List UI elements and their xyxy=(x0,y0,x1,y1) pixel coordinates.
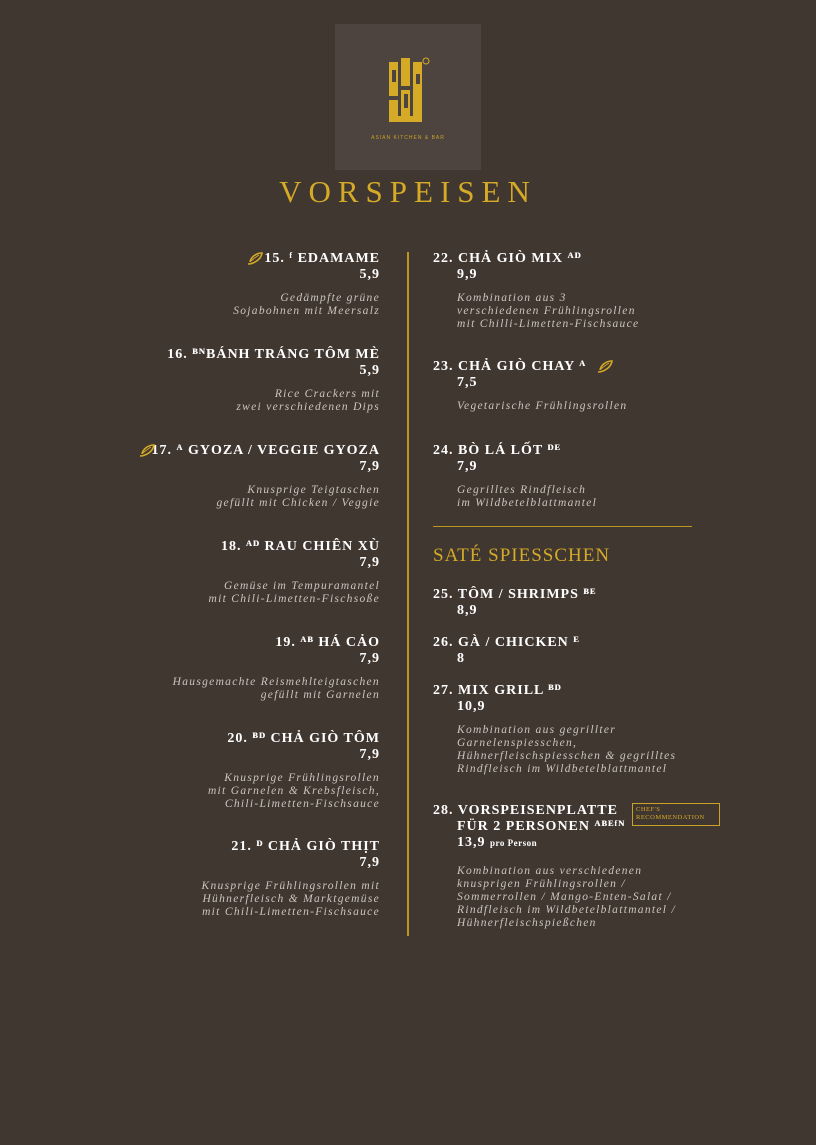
item-description: Knusprige Teigtaschen gefüllt mit Chicken / Veggie xyxy=(216,484,380,509)
item-price: 7,9 xyxy=(359,651,380,666)
item-name: 18. ᴬᴰ RAU CHIÊN XÙ xyxy=(221,539,380,554)
menu-item-19 xyxy=(173,635,380,702)
item-name: 17. ᴬ GYOZA / VEGGIE GYOZA xyxy=(151,443,380,458)
item-price: 7,9 xyxy=(457,459,478,474)
item-price: 7,9 xyxy=(359,855,380,870)
item-name-line2: FÜR 2 PERSONEN ᴬᴮᴱᶠᴺ xyxy=(457,819,626,834)
item-price: 7,9 xyxy=(359,555,380,570)
item-description: Knusprige Frühlingsrollen mit Garnelen & Krebsfleisch, Chili-Limetten-Fischsauce xyxy=(207,772,380,810)
menu-item-22 xyxy=(433,251,639,331)
item-description: Kombination aus 3 verschiedenen Frühlingsrollen mit Chilli-Limetten-Fischsauce xyxy=(457,292,640,330)
item-price-value: 13,9 xyxy=(457,835,486,850)
item-description: Gemüse im Tempuramantel mit Chili-Limetten-Fischsoße xyxy=(208,580,380,605)
menu-item-21 xyxy=(202,839,380,919)
logo-icon xyxy=(387,56,431,126)
item-name: 22. CHẢ GIÒ MIX ᴬᴰ xyxy=(433,251,582,266)
section-divider xyxy=(433,526,692,527)
leaf-icon xyxy=(247,251,264,266)
item-description: Gegrilltes Rindfleisch im Wildbetelblattmantel xyxy=(457,484,598,509)
menu-item-26 xyxy=(433,635,580,667)
item-name: 19. ᴬᴮ HÁ CẢO xyxy=(275,635,380,650)
item-name: 23. CHẢ GIÒ CHAY ᴬ xyxy=(433,359,587,374)
item-description: Rice Crackers mit zwei verschiedenen Dips xyxy=(236,388,380,413)
item-name: 24. BÒ LÁ LỐT ᴰᴱ xyxy=(433,443,561,458)
item-description: Vegetarische Frühlingsrollen xyxy=(457,400,628,412)
item-price: 8 xyxy=(457,651,465,666)
item-price: 8,9 xyxy=(457,603,478,618)
item-price: 7,5 xyxy=(457,375,478,390)
leaf-icon xyxy=(597,359,614,374)
price-note: pro Person xyxy=(490,838,538,848)
item-name: 26. GÀ / CHICKEN ᴱ xyxy=(433,635,580,650)
item-description: Hausgemachte Reismehlteigtaschen gefüllt mit Garnelen xyxy=(172,676,380,701)
item-price: 7,9 xyxy=(359,459,380,474)
item-description: Kombination aus verschiedenen knusprigen Frühlingsrollen / Sommerrollen / Mango-Enten-Salat / Rindfleisch im Wildbetelblattmantel / Hühnerfleischspießchen xyxy=(457,865,676,929)
section-title-sate: SATÉ SPIESSCHEN xyxy=(433,545,611,566)
item-name: 28. VORSPEISENPLATTE xyxy=(433,803,618,818)
menu-item-17 xyxy=(151,443,380,510)
leaf-icon xyxy=(139,443,156,458)
item-name: 27. MIX GRILL ᴮᴰ xyxy=(433,683,562,698)
menu-item-18 xyxy=(208,539,380,606)
menu-item-25 xyxy=(433,587,596,619)
item-price: 7,9 xyxy=(359,747,380,762)
column-divider xyxy=(407,252,409,936)
badge-line2: RECOMMENDATION xyxy=(636,814,705,821)
menu-item-16 xyxy=(167,347,380,414)
menu-item-20 xyxy=(208,731,380,811)
menu-item-27 xyxy=(433,683,676,776)
page-title: VORSPEISEN xyxy=(279,174,537,209)
chef-recommendation-badge xyxy=(632,803,720,826)
item-name: 21. ᴰ CHẢ GIÒ THỊT xyxy=(231,839,380,854)
item-name: 25. TÔM / SHRIMPS ᴮᴱ xyxy=(433,587,597,602)
logo-caption: ASIAN KITCHEN & BAR xyxy=(371,135,445,141)
item-description: Knusprige Frühlingsrollen mit Hühnerfleisch & Marktgemüse mit Chili-Limetten-Fischsauce xyxy=(201,880,380,918)
item-price xyxy=(433,835,676,851)
item-description: Kombination aus gegrillter Garnelenspiesschen, Hühnerfleischspiesschen & gegrilltes Rindfleisch im Wildbetelblattmantel xyxy=(457,724,677,775)
item-price: 5,9 xyxy=(359,267,380,282)
item-name: 20. ᴮᴰ CHẢ GIÒ TÔM xyxy=(227,731,380,746)
item-name: 16. ᴮᴺBÁNH TRÁNG TÔM MÈ xyxy=(167,347,380,362)
menu-item-24 xyxy=(433,443,597,510)
item-description: Gedämpfte grüne Sojabohnen mit Meersalz xyxy=(233,292,380,317)
item-price: 10,9 xyxy=(457,699,486,714)
item-price: 9,9 xyxy=(457,267,478,282)
badge-line1: CHEF'S xyxy=(636,806,661,813)
item-name: 15. ᶠ EDAMAME xyxy=(264,251,380,266)
item-price: 5,9 xyxy=(359,363,380,378)
logo xyxy=(335,24,481,170)
